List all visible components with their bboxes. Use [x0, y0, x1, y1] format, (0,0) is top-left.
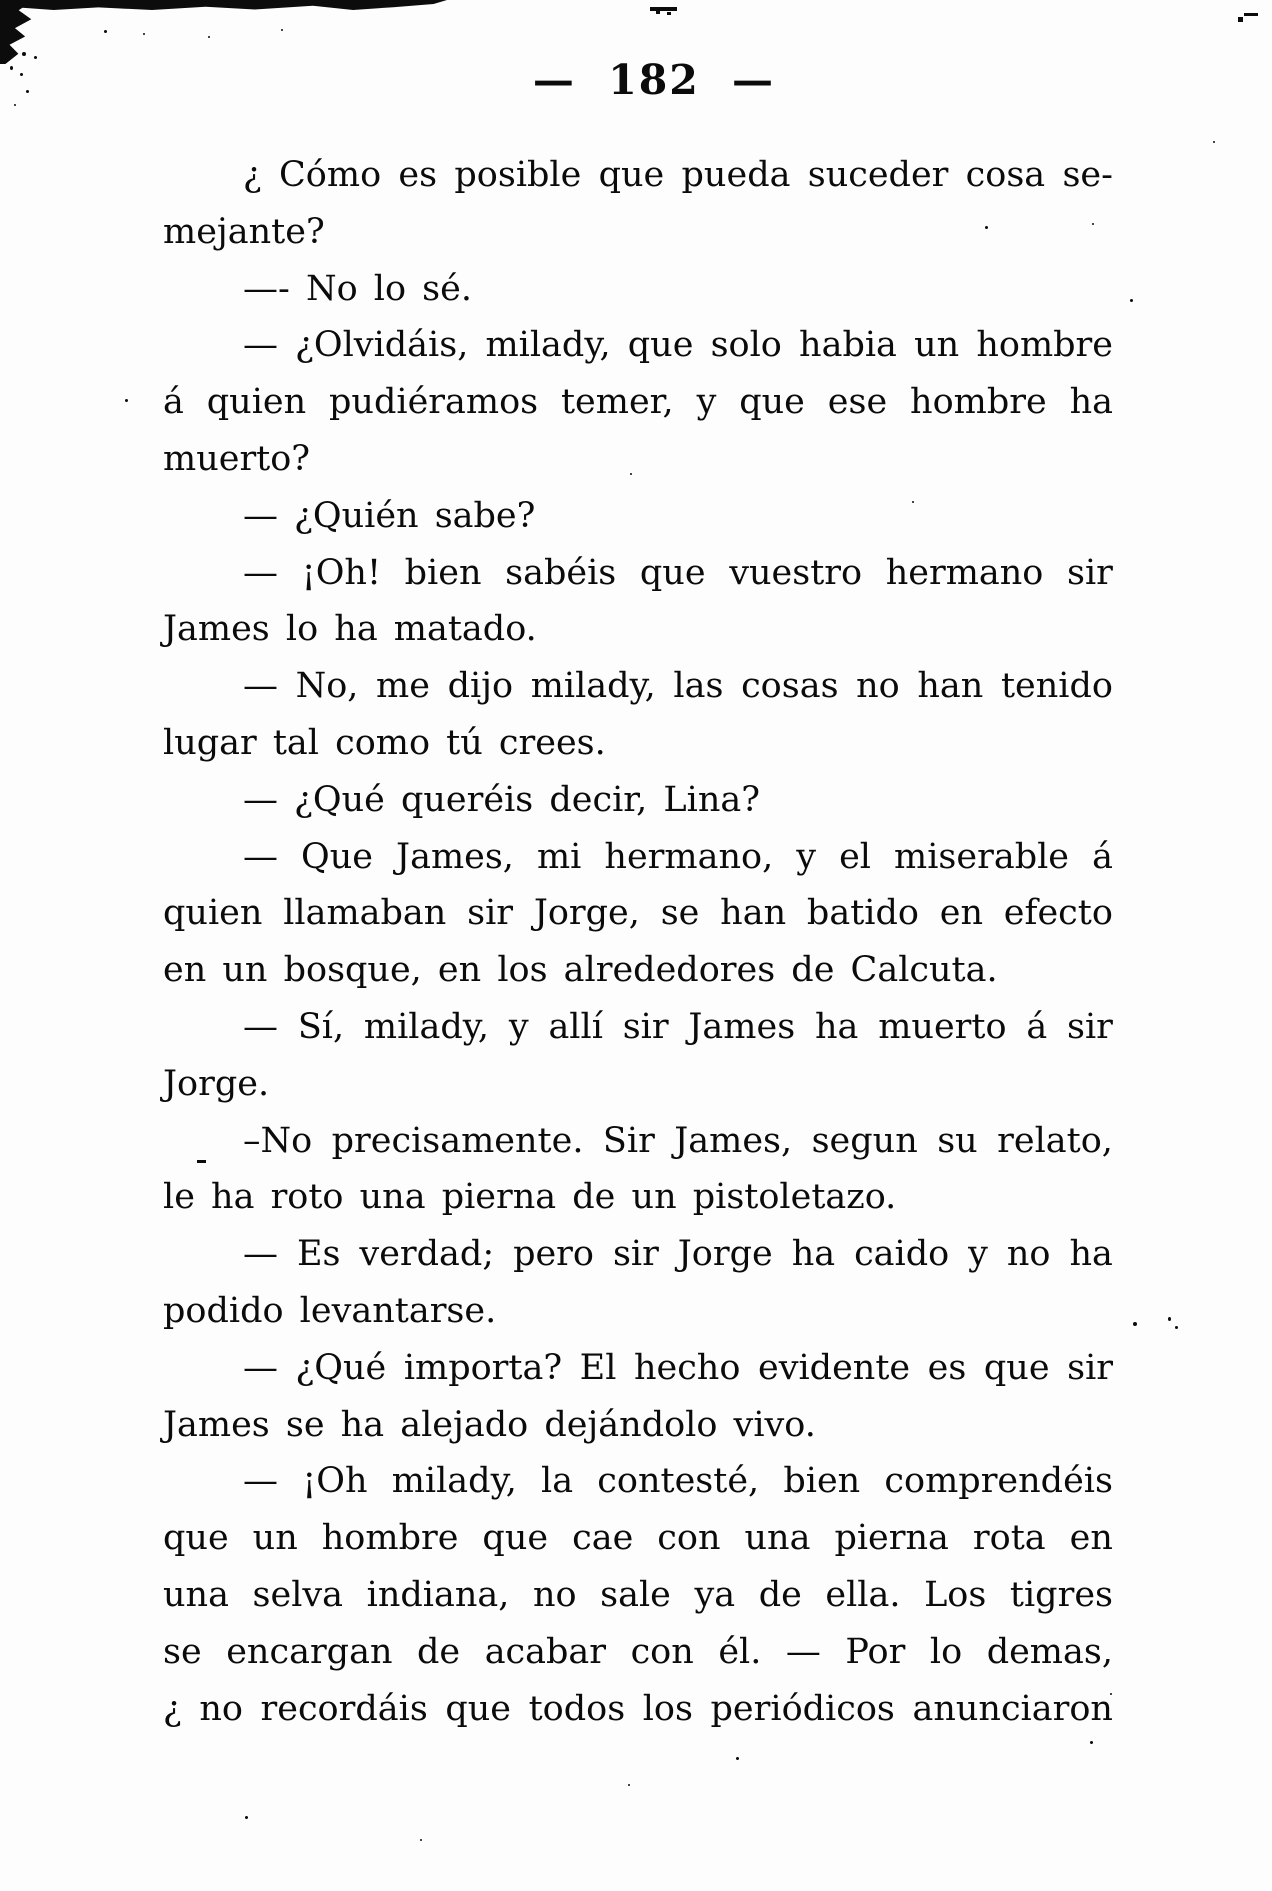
- text-line: que un hombre que cae con una pierna rota en: [163, 1518, 1113, 1559]
- scan-smudge: [1090, 1741, 1093, 1744]
- text-line: — ¡Oh milady, la contesté, bien comprendéis: [243, 1461, 1113, 1502]
- text-line: lugar tal como tú crees.: [163, 722, 606, 763]
- scan-smudge: [656, 11, 660, 14]
- text-line: en un bosque, en los alrededores de Calcuta.: [163, 950, 998, 991]
- text-line: podido levantarse.: [163, 1290, 497, 1331]
- text-line: –No precisamente. Sir James, segun su relato,: [243, 1120, 1113, 1161]
- text-line: — ¿Olvidáis, milady, que solo habia un hombre: [243, 325, 1113, 366]
- text-line: se encargan de acabar con él. — Por lo demas,: [163, 1631, 1113, 1672]
- scan-smudge: [628, 1784, 630, 1786]
- scan-artifact-right-hook: [1244, 13, 1258, 16]
- text-line: — Que James, mi hermano, y el miserable á: [243, 836, 1113, 877]
- text-line: James se ha alejado dejándolo vivo.: [163, 1404, 816, 1445]
- text-line: á quien pudiéramos temer, y que ese hombre ha: [163, 382, 1113, 423]
- scan-smudge: [143, 33, 145, 35]
- scan-artifact-corner-blob: [0, 0, 34, 64]
- text-line: ¿ no recordáis que todos los periódicos anunciaron: [163, 1688, 1113, 1729]
- scan-smudge: [1238, 17, 1243, 22]
- text-line: le ha roto una pierna de un pistoletazo.: [163, 1177, 897, 1218]
- scan-smudge: [1133, 1322, 1137, 1326]
- text-line: ¿ Cómo es posible que pueda suceder cosa se-: [243, 155, 1113, 195]
- text-line: James lo ha matado.: [163, 609, 537, 650]
- scan-smudge: [208, 36, 210, 38]
- text-line: — Es verdad; pero sir Jorge ha caido y no ha: [243, 1234, 1113, 1275]
- scan-smudge: [125, 399, 128, 402]
- scan-smudge: [14, 104, 16, 106]
- text-line: muerto?: [163, 438, 311, 479]
- text-column: [163, 147, 1113, 1737]
- text-line: — No, me dijo milady, las cosas no han tenido: [243, 666, 1113, 707]
- scan-artifact-top-bar: [0, 0, 447, 10]
- text-line: — ¡Oh! bien sabéis que vuestro hermano sir: [243, 552, 1113, 593]
- text-line: quien llamaban sir Jorge, se han batido en efecto: [163, 893, 1113, 934]
- scan-smudge: [1168, 1317, 1171, 1321]
- text-line: una selva indiana, no sale ya de ella. Los tigres: [163, 1574, 1113, 1615]
- scan-smudge: [1130, 299, 1133, 302]
- scan-smudge: [245, 1816, 248, 1819]
- scan-smudge: [104, 30, 107, 33]
- text-line: Jorge.: [163, 1063, 270, 1104]
- text-line: — ¿Qué queréis decir, Lina?: [243, 779, 761, 820]
- text-line: mejante?: [163, 211, 325, 252]
- scan-artifact-center-dash: [650, 7, 677, 11]
- text-line: — Sí, milady, y allí sir James ha muerto á sir: [243, 1006, 1113, 1047]
- scan-smudge: [420, 1839, 422, 1841]
- page-number-header: — 182 —: [532, 56, 776, 104]
- scan-smudge: [281, 29, 283, 31]
- scan-smudge: [736, 1757, 739, 1760]
- scan-smudge: [667, 12, 671, 15]
- text-line: —- No lo sé.: [243, 268, 472, 309]
- scan-smudge: [1175, 1326, 1178, 1329]
- scan-smudge: [1213, 141, 1215, 143]
- text-line: — ¿Quién sabe?: [243, 495, 536, 536]
- text-line: — ¿Qué importa? El hecho evidente es que sir: [243, 1347, 1113, 1388]
